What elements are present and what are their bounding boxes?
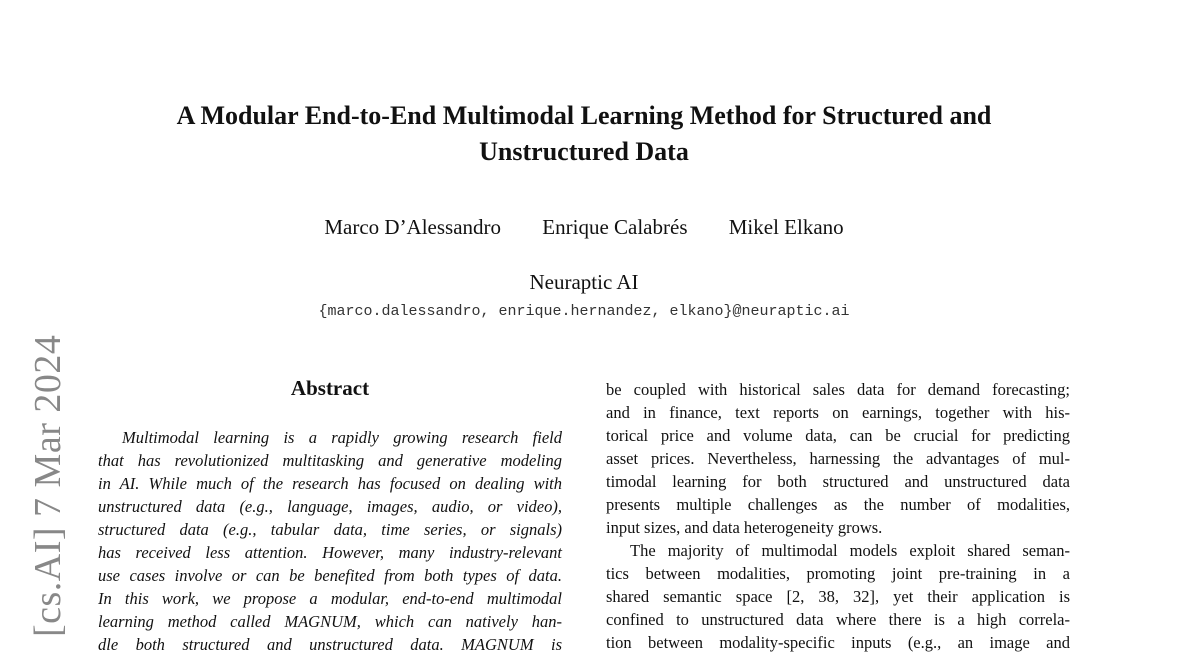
right-column-text	[606, 378, 1070, 654]
body-line: The majority of multimodal models exploit shared seman-	[630, 541, 1070, 560]
body-line: asset prices. Nevertheless, harnessing the advantages of mul-	[606, 449, 1070, 468]
affiliation: Neuraptic AI	[529, 270, 639, 294]
body-line: and in finance, text reports on earnings, together with his-	[606, 403, 1070, 422]
body-line: presents multiple challenges as the number of modalities,	[606, 495, 1070, 514]
arxiv-stamp: [cs.AI] 7 Mar 2024	[27, 334, 69, 637]
abstract-line: dle both structured and unstructured data. MAGNUM is	[98, 635, 562, 654]
body-line: tion between modality-specific inputs (e.g., an image and	[606, 633, 1070, 652]
abstract-line: in AI. While much of the research has focused on dealing with	[98, 474, 562, 493]
abstract-line: use cases involve or can be benefited from both types of data.	[98, 566, 562, 585]
body-line: torical price and volume data, can be crucial for predicting	[606, 426, 1070, 445]
title-line: A Modular End-to-End Multimodal Learning Method for Structured and	[176, 101, 992, 130]
abstract-line: that has revolutionized multitasking and generative modeling	[98, 451, 562, 470]
author-name: Marco D’Alessandro	[324, 215, 502, 239]
abstract-line: Multimodal learning is a rapidly growing research field	[122, 428, 562, 447]
abstract-line: learning method called MAGNUM, which can natively han-	[98, 612, 562, 631]
abstract-heading: Abstract	[290, 376, 370, 400]
paper-title	[0, 98, 1168, 170]
body-line: tics between modalities, promoting joint pre-training in a	[606, 564, 1070, 583]
author-emails: {marco.dalessandro, enrique.hernandez, elkano}@neuraptic.ai	[318, 303, 850, 320]
body-line: be coupled with historical sales data for demand forecasting;	[606, 380, 1070, 399]
title-line: Unstructured Data	[479, 137, 689, 166]
author-list	[0, 213, 1168, 241]
body-line: shared semantic space [2, 38, 32], yet their application is	[606, 587, 1070, 606]
author-name: Enrique Calabrés	[542, 215, 688, 239]
abstract-line: structured data (e.g., tabular data, time series, or signals)	[98, 520, 562, 539]
author-name: Mikel Elkano	[728, 215, 844, 239]
body-line: input sizes, and data heterogeneity grows.	[606, 518, 883, 537]
body-line: timodal learning for both structured and unstructured data	[606, 472, 1070, 491]
abstract-line: has received less attention. However, many industry-relevant	[98, 543, 562, 562]
abstract-line: In this work, we propose a modular, end-to-end multimodal	[98, 589, 562, 608]
abstract-body	[98, 426, 562, 656]
abstract-line: unstructured data (e.g., language, images, audio, or video),	[98, 497, 562, 516]
body-line: confined to unstructured data where there is a high correla-	[606, 610, 1070, 629]
